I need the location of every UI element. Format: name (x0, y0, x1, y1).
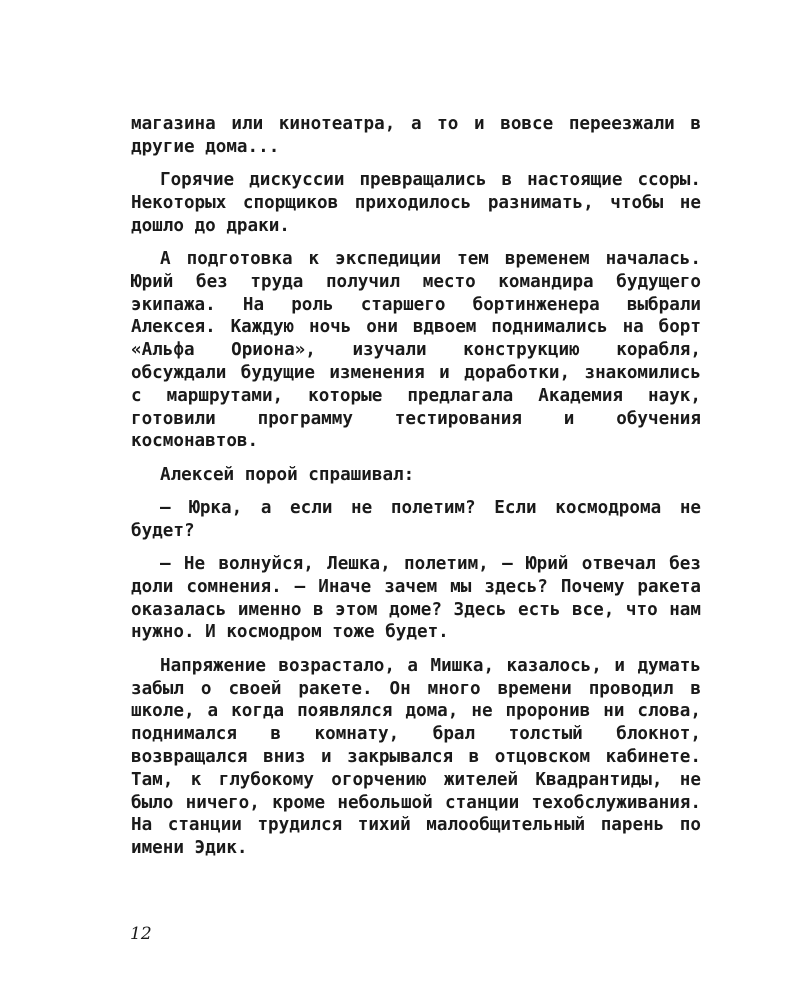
page-number: 12 (130, 924, 152, 944)
paragraph-5: — Юрка, а если не полетим? Если космодрома не будет? (131, 497, 701, 541)
paragraph-7: Напряжение возрастало, а Мишка, казалось, и думать забыл о своей ракете. Он много времени проводил в школе, а когда появлялся дома, не проронив ни слова, поднимался в комнату, брал толстый блокнот, возвращался вниз и закрывался в отцовском кабинете. Там, к глубокому огорчению жителей Квадрантиды, не было ничего, кроме небольшой станции техобслуживания. На станции трудился тихий малообщительный парень по имени Эдик. (131, 655, 701, 859)
paragraph-6: — Не волнуйся, Лешка, полетим, — Юрий отвечал без доли сомнения. — Иначе зачем мы здесь? Почему ракета оказалась именно в этом доме? Здесь есть все, что нам нужно. И космодром тоже будет. (131, 554, 701, 643)
paragraph-1: магазина или кинотеатра, а то и вовсе переезжали в другие дома... (131, 114, 701, 157)
paragraph-4: Алексей порой спрашивал: (160, 464, 415, 485)
paragraph-2: Горячие дискуссии превращались в настоящие ссоры. Некоторых спорщиков приходилось разнимать, чтобы не дошло до драки. (131, 170, 701, 236)
paragraph-3: А подготовка к экспедиции тем временем началась. Юрий без труда получил место командира будущего экипажа. На роль старшего бортинженера выбрали Алексея. Каждую ночь они вдвоем поднимались на борт «Альфа Ориона», изучали конструкцию корабля, обсуждали будущие изменения и доработки, знакомились с маршрутами, которые предлагала Академия наук, готовили программу тестирования и обучения космонавтов. (131, 248, 701, 452)
body-text (131, 113, 701, 870)
